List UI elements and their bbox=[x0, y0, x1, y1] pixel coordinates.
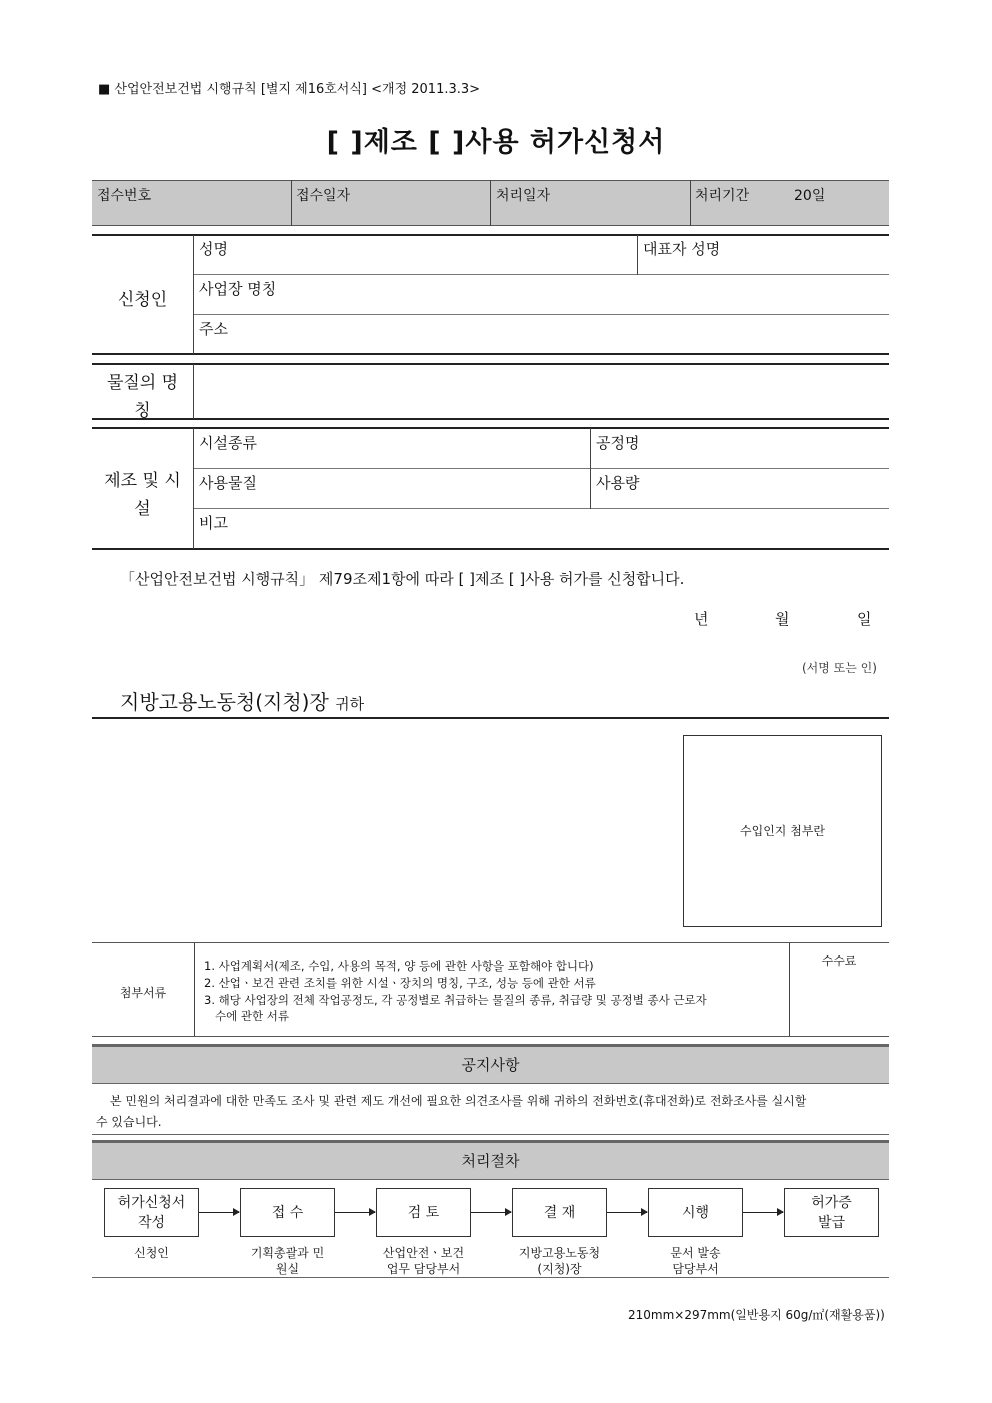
applicant-section-label: 신청인 bbox=[117, 290, 168, 310]
fee-label: 수수료 bbox=[821, 954, 857, 968]
revenue-stamp-label: 수입인지 첨부란 bbox=[740, 824, 825, 838]
step-review: 검 토 bbox=[376, 1188, 471, 1237]
attachment-item-3: 3. 해당 사업장의 전체 작업공정도, 각 공정별로 취급하는 물질의 종류, 취급량 및 공정별 종사 근로자 bbox=[204, 993, 707, 1007]
declaration-text: 「산업안전보건법 시행규칙」 제79조제1항에 따라 [ ]제조 [ ]사용 허가를 신청합니다. bbox=[120, 570, 685, 588]
attachment-item-1: 1. 사업계획서(제조, 수입, 사용의 목적, 양 등에 관한 사항을 포함해야 합니다) bbox=[204, 959, 594, 973]
receipt-number-label: 접수번호 bbox=[97, 188, 152, 204]
attachments-label: 첨부서류 bbox=[119, 986, 167, 1000]
step-arrow bbox=[335, 1212, 375, 1213]
form-reference: ■ 산업안전보건법 시행규칙 [별지 제16호서식] <개정 2011.3.3> bbox=[98, 82, 481, 97]
representative-name-field[interactable]: 대표자 성명 bbox=[643, 240, 721, 258]
step-arrow bbox=[743, 1212, 783, 1213]
receipt-date-label: 접수일자 bbox=[296, 188, 351, 204]
recipient-main: 지방고용노동청(지청)장 bbox=[120, 690, 329, 714]
recipient-suffix: 귀하 bbox=[335, 695, 365, 713]
step-enforcement: 시행 bbox=[648, 1188, 743, 1237]
material-field[interactable]: 사용물질 bbox=[199, 474, 257, 492]
step-arrow bbox=[199, 1212, 239, 1213]
date-day: 일 bbox=[857, 610, 872, 628]
step-owner: 기획총괄과 민 원실 bbox=[250, 1246, 325, 1276]
address-field[interactable]: 주소 bbox=[199, 320, 228, 338]
processing-period-value: 20일 bbox=[794, 188, 826, 204]
step-receipt: 접 수 bbox=[240, 1188, 335, 1237]
step-owner: 지방고용노동청 (지청)장 bbox=[518, 1246, 601, 1276]
step-permit-issue: 허가증 발급 bbox=[784, 1188, 879, 1237]
step-approval: 결 재 bbox=[512, 1188, 607, 1237]
step-arrow bbox=[607, 1212, 647, 1213]
recipient bbox=[120, 686, 364, 715]
facility-label-line2: 설 bbox=[134, 499, 151, 519]
step-owner: 신청인 bbox=[134, 1246, 169, 1260]
step-owner: 문서 발송 담당부서 bbox=[670, 1246, 721, 1276]
step-arrow bbox=[471, 1212, 511, 1213]
revenue-stamp-box bbox=[683, 735, 882, 927]
date-month: 월 bbox=[775, 610, 790, 628]
procedure-header: 처리절차 bbox=[461, 1152, 520, 1170]
paper-spec: 210mm×297mm(일반용지 60g/㎡(재활용품)) bbox=[628, 1308, 885, 1322]
notice-line-2: 수 있습니다. bbox=[96, 1115, 162, 1129]
remarks-field[interactable]: 비고 bbox=[199, 514, 228, 532]
notice-line-1: 본 민원의 처리결과에 대한 만족도 조사 및 관련 제도 개선에 필요한 의견조사를 위해 귀하의 전화번호(휴대전화)로 전화조사를 실시할 bbox=[110, 1094, 807, 1108]
process-name-field[interactable]: 공정명 bbox=[596, 434, 640, 452]
step-owner: 산업안전ㆍ보건 업무 담당부서 bbox=[382, 1246, 465, 1276]
date-year: 년 bbox=[694, 610, 709, 628]
signature-note: (서명 또는 인) bbox=[802, 661, 877, 675]
notice-header: 공지사항 bbox=[461, 1056, 520, 1074]
workplace-name-field[interactable]: 사업장 명칭 bbox=[199, 280, 277, 298]
substance-label-line2: 칭 bbox=[134, 401, 151, 421]
facility-type-field[interactable]: 시설종류 bbox=[199, 434, 257, 452]
attachment-item-2: 2. 산업ㆍ보건 관련 조치를 위한 시설ㆍ장치의 명칭, 구조, 성능 등에 관한 서류 bbox=[204, 976, 596, 990]
attachment-item-3-cont: 수에 관한 서류 bbox=[204, 1009, 289, 1023]
step-application: 허가신청서 작성 bbox=[104, 1188, 199, 1237]
processing-period-label: 처리기간 bbox=[695, 188, 750, 204]
usage-amount-field[interactable]: 사용량 bbox=[596, 474, 640, 492]
substance-name-field[interactable] bbox=[194, 365, 889, 418]
page-title: [ ]제조 [ ]사용 허가신청서 bbox=[326, 127, 666, 158]
processing-date-label: 처리일자 bbox=[496, 188, 551, 204]
facility-label-line1: 제조 및 시 bbox=[104, 471, 181, 491]
applicant-name-field[interactable]: 성명 bbox=[199, 240, 228, 258]
substance-label-line1: 물질의 명 bbox=[106, 373, 179, 393]
